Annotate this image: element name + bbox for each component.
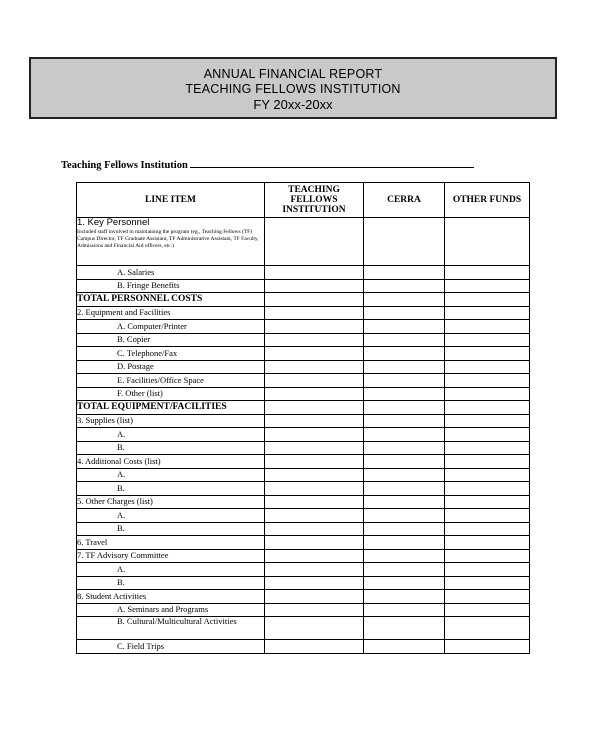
cell-other-funds[interactable] bbox=[445, 536, 530, 550]
row-label: 4. Additional Costs (list) bbox=[77, 455, 265, 469]
cell-other-funds[interactable] bbox=[445, 576, 530, 590]
row-label: 6. Travel bbox=[77, 536, 265, 550]
cell-other-funds[interactable] bbox=[445, 482, 530, 496]
cell-other-funds[interactable] bbox=[445, 522, 530, 536]
cell-other-funds[interactable] bbox=[445, 455, 530, 469]
cell-cerra[interactable] bbox=[364, 441, 445, 455]
table-row bbox=[77, 293, 530, 307]
cell-cerra[interactable] bbox=[364, 279, 445, 293]
table-row bbox=[77, 266, 530, 280]
cell-other-funds[interactable] bbox=[445, 640, 530, 654]
row-label: B. Copier bbox=[77, 333, 265, 347]
cell-cerra[interactable] bbox=[364, 347, 445, 361]
cell-tfi[interactable] bbox=[265, 522, 364, 536]
cell-cerra[interactable] bbox=[364, 293, 445, 307]
cell-tfi[interactable] bbox=[265, 320, 364, 334]
cell-other-funds[interactable] bbox=[445, 333, 530, 347]
cell-cerra[interactable] bbox=[364, 522, 445, 536]
cell-tfi[interactable] bbox=[265, 360, 364, 374]
cell-tfi[interactable] bbox=[265, 218, 364, 266]
financial-table bbox=[76, 182, 530, 654]
table-row bbox=[77, 306, 530, 320]
cell-other-funds[interactable] bbox=[445, 495, 530, 509]
row-label: A. bbox=[77, 428, 265, 442]
cell-cerra[interactable] bbox=[364, 387, 445, 401]
cell-cerra[interactable] bbox=[364, 468, 445, 482]
row-label: 7. TF Advisory Committee bbox=[77, 549, 265, 563]
table-row bbox=[77, 522, 530, 536]
cell-other-funds[interactable] bbox=[445, 320, 530, 334]
cell-tfi[interactable] bbox=[265, 509, 364, 523]
cell-cerra[interactable] bbox=[364, 360, 445, 374]
row-label: B. Fringe Benefits bbox=[77, 279, 265, 293]
fiscal-year: FY 20xx-20xx bbox=[253, 97, 333, 112]
row-label: 3. Supplies (list) bbox=[77, 414, 265, 428]
cell-cerra[interactable] bbox=[364, 509, 445, 523]
table-row bbox=[77, 563, 530, 577]
row-label: A. Salaries bbox=[77, 266, 265, 280]
cell-other-funds[interactable] bbox=[445, 603, 530, 617]
cell-cerra[interactable] bbox=[364, 640, 445, 654]
cell-tfi[interactable] bbox=[265, 549, 364, 563]
table-row bbox=[77, 640, 530, 654]
cell-cerra[interactable] bbox=[364, 428, 445, 442]
cell-other-funds[interactable] bbox=[445, 414, 530, 428]
table-row bbox=[77, 468, 530, 482]
row-label: 2. Equipment and Facilities bbox=[77, 306, 265, 320]
key-personnel-label: 1. Key Personnel bbox=[77, 217, 150, 228]
table-header-row bbox=[77, 183, 530, 218]
table-row bbox=[77, 549, 530, 563]
row-label: 8. Student Activities bbox=[77, 590, 265, 604]
table-row bbox=[77, 320, 530, 334]
cell-other-funds[interactable] bbox=[445, 428, 530, 442]
table-row bbox=[77, 441, 530, 455]
cell-tfi[interactable] bbox=[265, 374, 364, 388]
cell-other-funds[interactable] bbox=[445, 360, 530, 374]
row-label-key-personnel bbox=[77, 218, 265, 266]
cell-other-funds[interactable] bbox=[445, 401, 530, 415]
table-row bbox=[77, 536, 530, 550]
institution-field bbox=[61, 156, 491, 171]
cell-other-funds[interactable] bbox=[445, 306, 530, 320]
cell-cerra[interactable] bbox=[364, 374, 445, 388]
table-row bbox=[77, 617, 530, 640]
cell-other-funds[interactable] bbox=[445, 266, 530, 280]
table-row bbox=[77, 509, 530, 523]
cell-tfi[interactable] bbox=[265, 455, 364, 469]
cell-cerra[interactable] bbox=[364, 218, 445, 266]
cell-cerra[interactable] bbox=[364, 549, 445, 563]
cell-other-funds[interactable] bbox=[445, 468, 530, 482]
cell-tfi[interactable] bbox=[265, 387, 364, 401]
cell-tfi[interactable] bbox=[265, 468, 364, 482]
cell-other-funds[interactable] bbox=[445, 441, 530, 455]
table-row bbox=[77, 455, 530, 469]
header-cerra: CERRA bbox=[364, 183, 445, 218]
institution-field-blank[interactable] bbox=[190, 156, 474, 168]
table-row bbox=[77, 401, 530, 415]
cell-cerra[interactable] bbox=[364, 576, 445, 590]
cell-tfi[interactable] bbox=[265, 293, 364, 307]
cell-other-funds[interactable] bbox=[445, 218, 530, 266]
table-row bbox=[77, 576, 530, 590]
table-row bbox=[77, 414, 530, 428]
cell-tfi[interactable] bbox=[265, 482, 364, 496]
row-label: B. bbox=[77, 441, 265, 455]
cell-cerra[interactable] bbox=[364, 455, 445, 469]
table-row bbox=[77, 360, 530, 374]
cell-tfi[interactable] bbox=[265, 414, 364, 428]
row-label: TOTAL PERSONNEL COSTS bbox=[77, 293, 265, 307]
cell-cerra[interactable] bbox=[364, 617, 445, 640]
cell-cerra[interactable] bbox=[364, 482, 445, 496]
cell-other-funds[interactable] bbox=[445, 617, 530, 640]
table-row bbox=[77, 347, 530, 361]
cell-other-funds[interactable] bbox=[445, 347, 530, 361]
cell-tfi[interactable] bbox=[265, 563, 364, 577]
cell-tfi[interactable] bbox=[265, 347, 364, 361]
cell-other-funds[interactable] bbox=[445, 293, 530, 307]
row-label: E. Facilities/Office Space bbox=[77, 374, 265, 388]
cell-other-funds[interactable] bbox=[445, 549, 530, 563]
cell-tfi[interactable] bbox=[265, 266, 364, 280]
table-row bbox=[77, 428, 530, 442]
row-label: B. Cultural/Multicultural Activities bbox=[77, 617, 265, 640]
table-row bbox=[77, 482, 530, 496]
row-label: C. Telephone/Fax bbox=[77, 347, 265, 361]
header-line-item: LINE ITEM bbox=[77, 183, 265, 218]
cell-cerra[interactable] bbox=[364, 306, 445, 320]
cell-tfi[interactable] bbox=[265, 536, 364, 550]
table-row bbox=[77, 374, 530, 388]
cell-cerra[interactable] bbox=[364, 563, 445, 577]
table-row bbox=[77, 279, 530, 293]
cell-other-funds[interactable] bbox=[445, 387, 530, 401]
table-row bbox=[77, 218, 530, 266]
row-label: D. Postage bbox=[77, 360, 265, 374]
row-label: A. bbox=[77, 468, 265, 482]
cell-tfi[interactable] bbox=[265, 640, 364, 654]
cell-cerra[interactable] bbox=[364, 333, 445, 347]
cell-tfi[interactable] bbox=[265, 306, 364, 320]
row-label: TOTAL EQUIPMENT/FACILITIES bbox=[77, 401, 265, 415]
row-label: 5. Other Charges (list) bbox=[77, 495, 265, 509]
institution-field-label: Teaching Fellows Institution bbox=[61, 160, 188, 171]
institution-title: TEACHING FELLOWS INSTITUTION bbox=[185, 82, 401, 96]
cell-tfi[interactable] bbox=[265, 441, 364, 455]
row-label: B. bbox=[77, 482, 265, 496]
cell-other-funds[interactable] bbox=[445, 509, 530, 523]
header-tfi: TEACHING FELLOWS INSTITUTION bbox=[265, 183, 364, 218]
table-row bbox=[77, 333, 530, 347]
row-label: C. Field Trips bbox=[77, 640, 265, 654]
row-label: A. Seminars and Programs bbox=[77, 603, 265, 617]
cell-tfi[interactable] bbox=[265, 495, 364, 509]
cell-cerra[interactable] bbox=[364, 590, 445, 604]
row-label: F. Other (list) bbox=[77, 387, 265, 401]
key-personnel-note: Included staff involved in maintaining the program (eg., Teaching Fellows (TF) Campus Director, TF Graduate Assistant, TF Administrative Assistant, TF Faculty, Admissions and Financial Aid officers, etc.) bbox=[77, 229, 259, 249]
cell-cerra[interactable] bbox=[364, 320, 445, 334]
cell-cerra[interactable] bbox=[364, 414, 445, 428]
cell-tfi[interactable] bbox=[265, 617, 364, 640]
cell-tfi[interactable] bbox=[265, 576, 364, 590]
cell-tfi[interactable] bbox=[265, 590, 364, 604]
cell-tfi[interactable] bbox=[265, 333, 364, 347]
cell-cerra[interactable] bbox=[364, 603, 445, 617]
cell-other-funds[interactable] bbox=[445, 563, 530, 577]
cell-other-funds[interactable] bbox=[445, 374, 530, 388]
cell-tfi[interactable] bbox=[265, 279, 364, 293]
row-label: A. bbox=[77, 563, 265, 577]
report-header bbox=[29, 57, 557, 119]
cell-cerra[interactable] bbox=[364, 536, 445, 550]
table-row bbox=[77, 387, 530, 401]
report-title: ANNUAL FINANCIAL REPORT bbox=[203, 67, 383, 81]
header-other-funds: OTHER FUNDS bbox=[445, 183, 530, 218]
row-label: B. bbox=[77, 522, 265, 536]
table-row bbox=[77, 590, 530, 604]
row-label: B. bbox=[77, 576, 265, 590]
cell-other-funds[interactable] bbox=[445, 279, 530, 293]
cell-cerra[interactable] bbox=[364, 495, 445, 509]
cell-cerra[interactable] bbox=[364, 401, 445, 415]
row-label: A. bbox=[77, 509, 265, 523]
table-row bbox=[77, 603, 530, 617]
row-label: A. Computer/Printer bbox=[77, 320, 265, 334]
cell-other-funds[interactable] bbox=[445, 590, 530, 604]
cell-tfi[interactable] bbox=[265, 401, 364, 415]
table-row bbox=[77, 495, 530, 509]
cell-tfi[interactable] bbox=[265, 428, 364, 442]
cell-tfi[interactable] bbox=[265, 603, 364, 617]
cell-cerra[interactable] bbox=[364, 266, 445, 280]
